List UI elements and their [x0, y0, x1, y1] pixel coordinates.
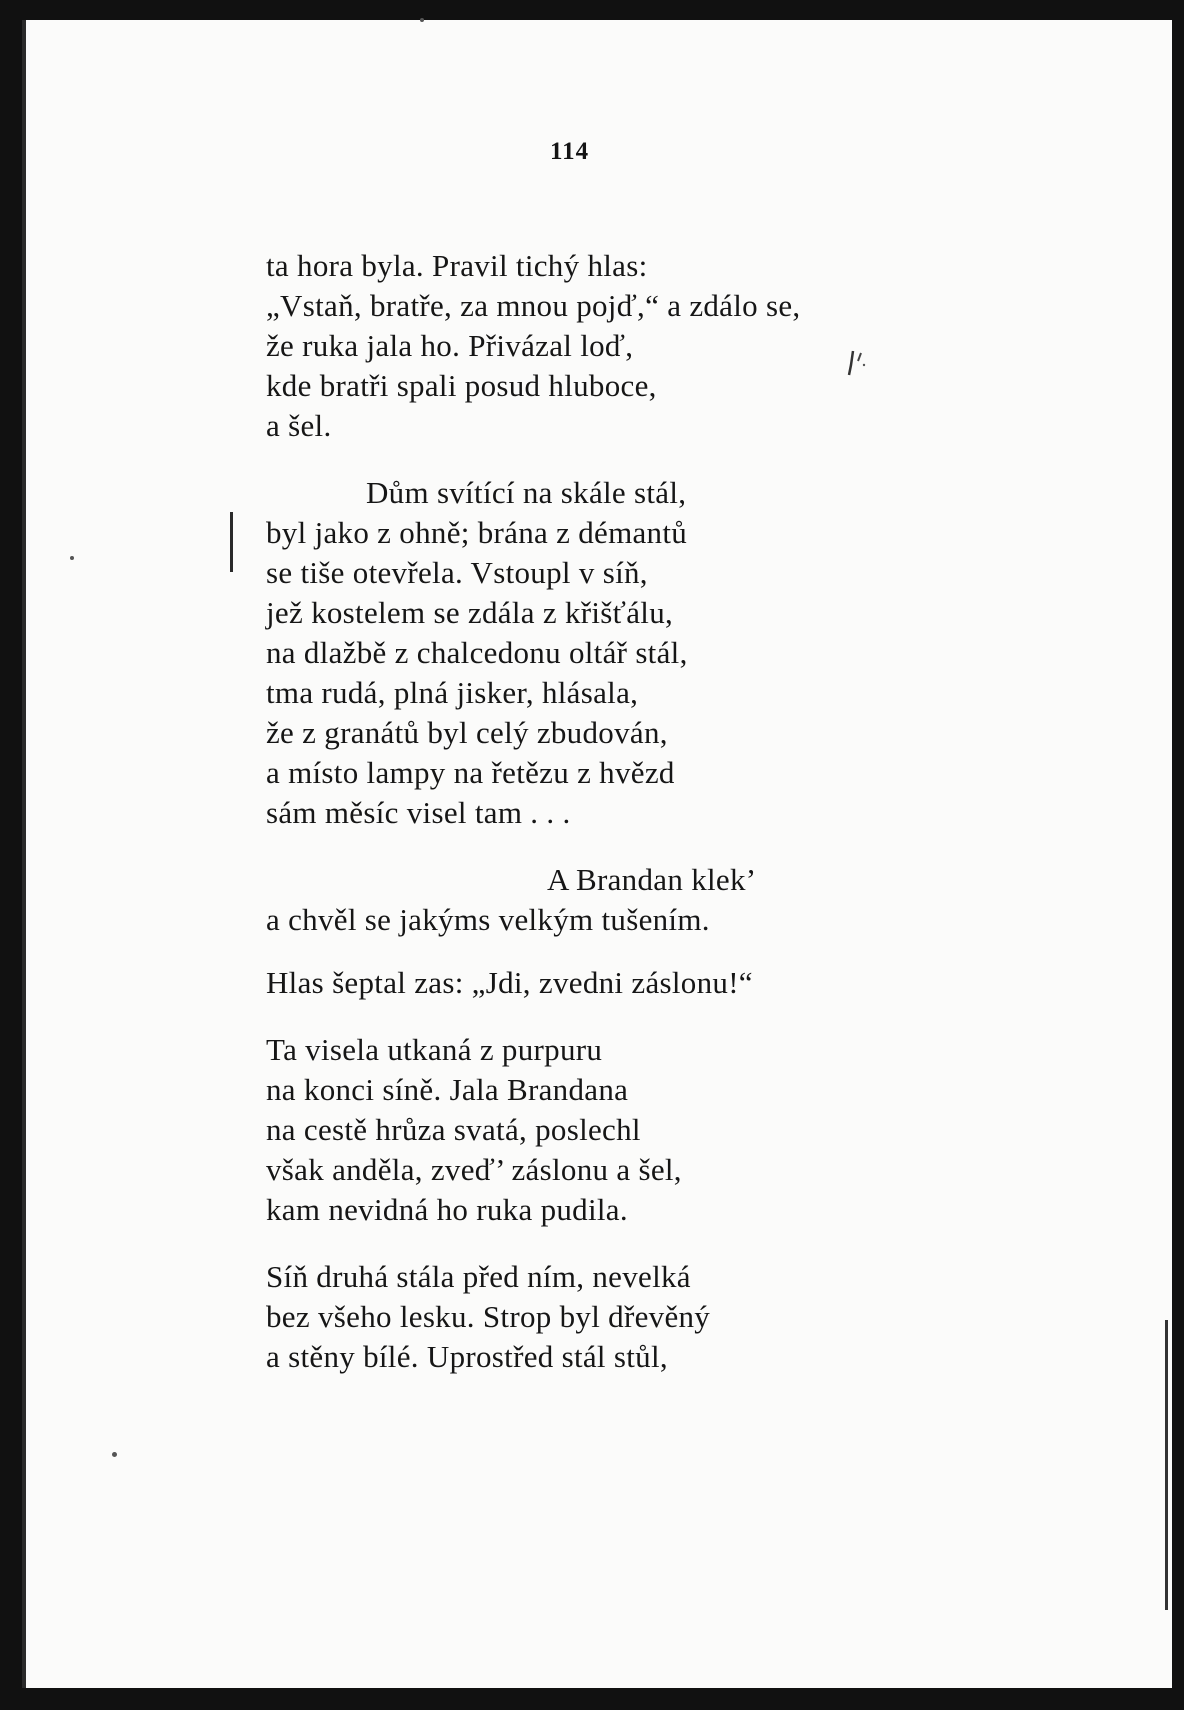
text-line: na cestě hrůza svatá, poslechl [266, 1112, 641, 1147]
text-line: sám měsíc visel tam . . . [266, 795, 571, 830]
dust-speck [420, 18, 424, 22]
text-line: byl jako z ohně; brána z démantů [266, 515, 688, 550]
page-edge-mark [1165, 1320, 1168, 1610]
text-line: a šel. [266, 408, 332, 443]
stanza [266, 860, 886, 940]
text-line: „Vstaň, bratře, za mnou pojď,“ a zdálo se, [266, 288, 801, 323]
margin-pencil-mark [230, 512, 233, 572]
text-line: že ruka jala ho. Přivázal loď, [266, 328, 634, 363]
text-line: na dlažbě z chalcedonu oltář stál, [266, 635, 688, 670]
stanza [266, 1030, 886, 1230]
text-line: že z granátů byl celý zbudován, [266, 715, 668, 750]
text-line: a místo lampy na řetězu z hvězd [266, 755, 675, 790]
text-line: bez všeho lesku. Strop byl dřevěný [266, 1299, 711, 1334]
dust-speck [70, 556, 74, 560]
stanza [266, 1257, 886, 1377]
text-line: se tiše otevřela. Vstoupl v síň, [266, 555, 648, 590]
text-line: na konci síně. Jala Brandana [266, 1072, 629, 1107]
text-line: Dům svítící na skále stál, [366, 475, 687, 510]
text-line: jež kostelem se zdála z křišťálu, [266, 595, 674, 630]
text-line: A Brandan klek’ [547, 862, 757, 897]
text-line: a chvěl se jakýms velkým tušením. [266, 902, 710, 937]
text-line: a stěny bílé. Uprostřed stál stůl, [266, 1339, 668, 1374]
text-line: Hlas šeptal zas: „Jdi, zvedni záslonu!“ [266, 965, 753, 1000]
stanza [266, 246, 886, 446]
dust-speck [112, 1452, 117, 1457]
text-line: Síň druhá stála před ním, nevelká [266, 1259, 691, 1294]
stanza [266, 963, 886, 1003]
text-line: kam nevidná ho ruka pudila. [266, 1192, 628, 1227]
text-line: ta hora byla. Pravil tichý hlas: [266, 248, 648, 283]
text-line: však anděla, zveď’ záslonu a šel, [266, 1152, 682, 1187]
text-line: kde bratři spali posud hluboce, [266, 368, 657, 403]
text-line: tma rudá, plná jisker, hlásala, [266, 675, 639, 710]
page-number: 114 [550, 138, 590, 165]
text-line: Ta visela utkaná z purpuru [266, 1032, 603, 1067]
page-edge-shadow [22, 20, 26, 1688]
poem-text [266, 246, 886, 1377]
stanza [266, 473, 886, 833]
